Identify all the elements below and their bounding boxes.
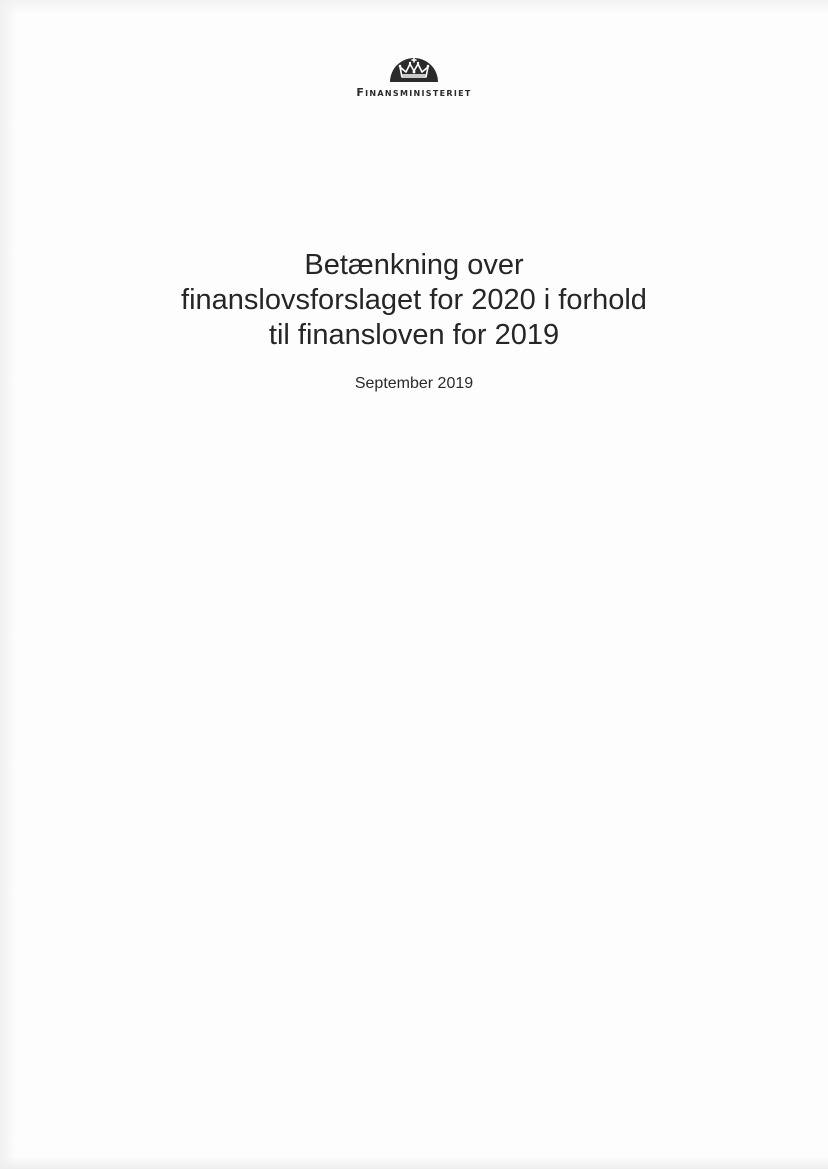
ministry-logo [0, 50, 828, 99]
title-line: Betænkning over [304, 249, 524, 281]
ministry-name: Finansministeriet [356, 86, 472, 99]
scan-edge-bottom [0, 1157, 828, 1169]
crown-icon [385, 50, 443, 84]
scan-edge-top [0, 0, 828, 14]
document-title [0, 248, 828, 353]
scan-edge-left [0, 0, 16, 1169]
title-line: til finansloven for 2019 [268, 319, 560, 351]
document-date: September 2019 [354, 375, 474, 392]
title-line: finanslovsforslaget for 2020 i forhold [181, 284, 647, 316]
